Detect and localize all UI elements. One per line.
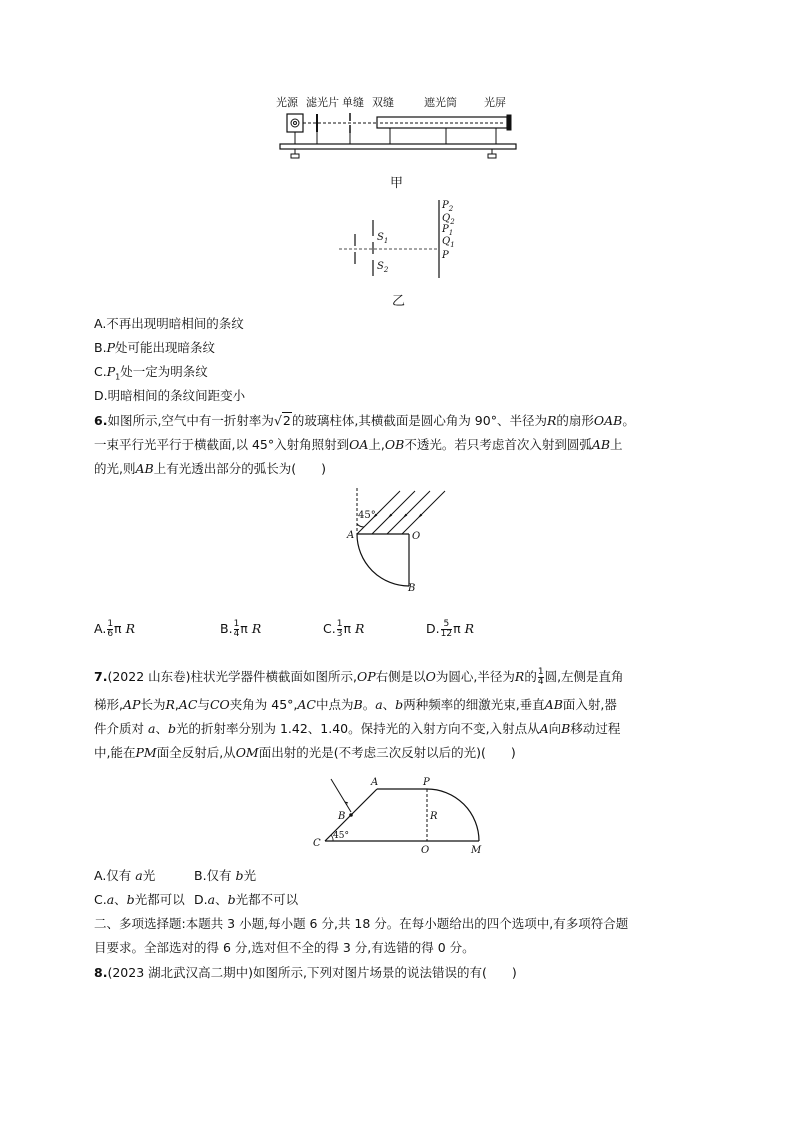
- q6-angle-label: 45°: [358, 510, 376, 521]
- label-single-slit: 单缝: [342, 96, 364, 109]
- section-2-instructions-1: 二、多项选择题:本题共 3 小题,每小题 6 分,共 18 分。在每小题给出的四个选项中,有多项符合题: [94, 916, 629, 931]
- label-s1: S: [377, 232, 384, 243]
- svg-text:Q1: $Q_1$: [442, 236, 455, 249]
- svg-text:P1: $P_1$: [442, 224, 454, 237]
- q6-option-c: C. $\frac{1}{3}$ π R: [323, 619, 365, 639]
- label-screen: 光屏: [484, 96, 506, 109]
- label-light-source: 光源: [276, 96, 298, 109]
- q6-option-a: A. $\frac{1}{6}$ π R: [94, 619, 135, 639]
- label-q1: Q: [442, 236, 451, 247]
- q7-angle-label: 45°: [333, 831, 349, 841]
- svg-text:S1: $S_1$: [377, 232, 389, 245]
- q7-point-p: P: [423, 777, 430, 788]
- q7-point-c: C: [313, 838, 321, 849]
- q6-line-2: 一束平行光平行于横截面,以 45°入射角照射到OA上,OB不透光。若只考虑首次入射到圆弧AB上: [94, 437, 623, 452]
- q7-label-r: R: [430, 811, 438, 822]
- q7-line-4: 中,能在PM面全反射后,从OM面出射的光是(不考虑三次反射以后的光)( ): [94, 745, 516, 760]
- q7-point-m: M: [471, 845, 482, 856]
- label-p1: P: [442, 224, 449, 235]
- q6-line-3: 的光,则AB上有光透出部分的弧长为( ): [94, 461, 326, 476]
- figure-yi-slits: [335, 196, 465, 286]
- q7-line-1: 7.(2022 山东卷)柱状光学器件横截面如图所示,OP右侧是以O为圆心,半径为R的 $\frac{1}{4}$ 圆,左侧是直角: [94, 667, 624, 687]
- label-p2: P: [442, 200, 449, 211]
- q7-option-c: C.a、b光都可以: [94, 892, 185, 907]
- label-filter: 滤光片: [306, 96, 339, 109]
- q6-figure-sector: [340, 484, 460, 594]
- q7-option-a: A.仅有 a光: [94, 868, 156, 883]
- svg-text:P2: $P_2$: [442, 200, 454, 213]
- q5-option-d: D.明暗相间的条纹间距变小: [94, 388, 246, 403]
- q5-option-b: B.P处可能出现暗条纹: [94, 340, 215, 355]
- q5-option-a: A.不再出现明暗相间的条纹: [94, 316, 244, 331]
- q6-point-o: O: [412, 531, 421, 542]
- label-double-slit: 双缝: [372, 96, 394, 109]
- q7-point-o: O: [421, 845, 430, 856]
- q7-figure-device: [305, 770, 495, 858]
- q6-option-b: B. $\frac{1}{4}$ π R: [220, 619, 262, 639]
- figure-yi-caption: 乙: [392, 294, 406, 309]
- q6-point-a: A: [347, 530, 355, 541]
- q7-point-a: A: [371, 777, 379, 788]
- section-2-instructions-2: 目要求。全部选对的得 6 分,选对但不全的得 3 分,有选错的得 0 分。: [94, 940, 475, 955]
- svg-text:Q2: $Q_2$: [442, 213, 455, 226]
- label-q2: Q: [442, 213, 451, 224]
- q7-option-b: B.仅有 b光: [194, 868, 257, 883]
- q7-line-3: 件介质对 a、b光的折射率分别为 1.42、1.40。保持光的入射方向不变,入射点从A向B移动过程: [94, 721, 621, 736]
- q6-option-d: D. $\frac{5}{12}$ π R: [426, 619, 474, 639]
- q8-stem: 8.(2023 湖北武汉高二期中)如图所示,下列对图片场景的说法错误的有( ): [94, 965, 517, 980]
- figure-jia-apparatus: [270, 94, 530, 172]
- svg-text:S2: $S_2$: [377, 261, 389, 274]
- label-p: P: [442, 250, 449, 261]
- figure-jia-caption: 甲: [390, 176, 404, 191]
- label-s2: S: [377, 261, 384, 272]
- q6-line-1: 6.如图所示,空气中有一折射率为√2的玻璃柱体,其横截面是圆心角为 90°、半径为R的扇形OAB。: [94, 413, 635, 428]
- q7-option-d: D.a、b光都不可以: [194, 892, 299, 907]
- q6-point-b: B: [408, 583, 416, 594]
- q7-point-b: B: [338, 811, 346, 822]
- q7-line-2: 梯形,AP长为R,AC与CO夹角为 45°,AC中点为B。a、b两种频率的细激光束,垂直AB面入射,器: [94, 697, 617, 712]
- label-tube: 遮光筒: [424, 96, 457, 109]
- q5-option-c: $C.P_1$处一定为明条纹: [94, 364, 208, 382]
